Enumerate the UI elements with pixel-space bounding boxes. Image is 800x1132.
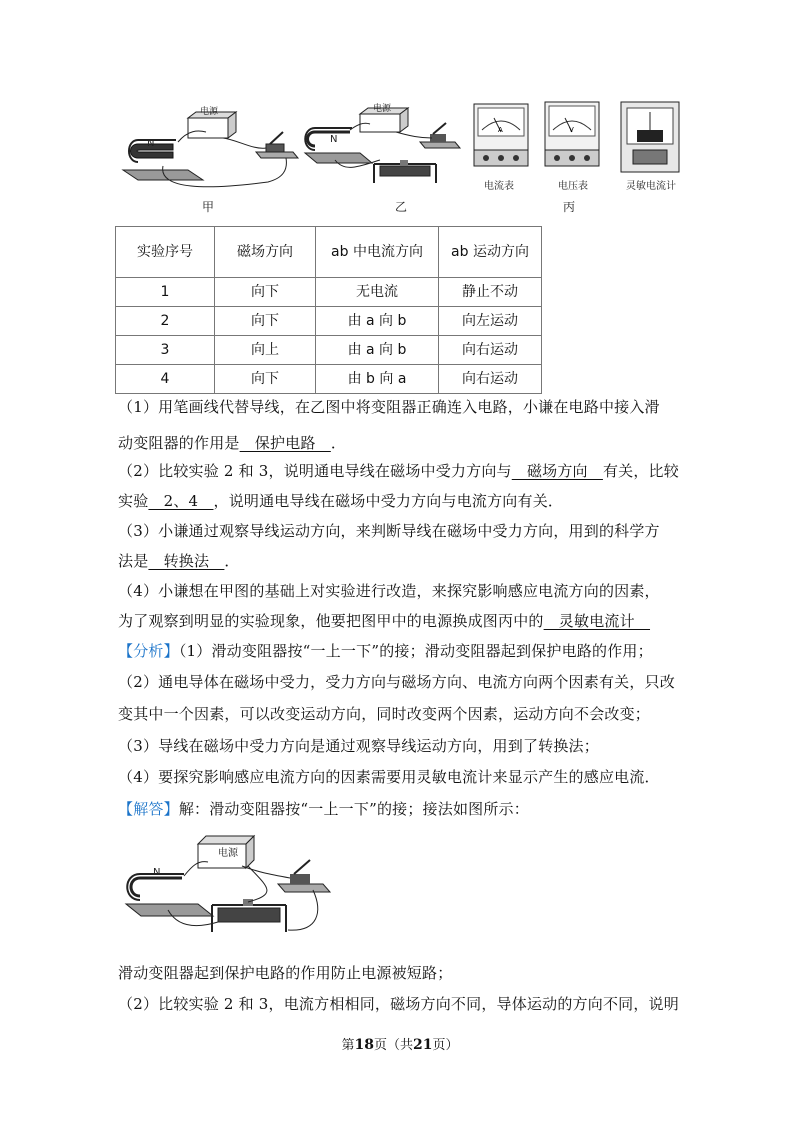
q4-line1: （4）小谦想在甲图的基础上对实验进行改造，来探究影响感应电流方向的因素， (118, 582, 660, 600)
table-cell: 向下 (215, 365, 316, 394)
table-cell: 向右运动 (439, 365, 542, 394)
figure-bing-label: 丙 (563, 200, 576, 214)
table-cell: 向左运动 (439, 307, 542, 336)
solution-line3: （2）比较实验 2 和 3，电流方相相同，磁场方向不同，导体运动的方向不同，说明 (118, 995, 679, 1013)
q2-line2: 实验 2、4 ，说明通电导线在磁场中受力方向与电流方向有关． (118, 492, 564, 510)
table-header-cell: ab 中电流方向 (316, 227, 439, 278)
table-cell: 向右运动 (439, 336, 542, 365)
page-footer: 第18页（共21页） (341, 1037, 459, 1053)
table-header-cell: ab 运动方向 (439, 227, 542, 278)
power-label-solution: 电源 (218, 848, 238, 859)
analysis-line5: （4）要探究影响感应电流方向的因素需要用灵敏电流计来显示产生的感应电流． (118, 768, 660, 786)
answer-blank: 2、4 (148, 492, 214, 510)
table-cell: 4 (116, 365, 215, 394)
q3-line2: 法是 转换法 ． (118, 552, 240, 570)
page-total: 21 (413, 1037, 433, 1053)
solution-tag: 【解答】 (118, 800, 179, 818)
galvanometer-label: 灵敏电流计 (626, 181, 676, 192)
table-cell: 2 (116, 307, 215, 336)
q1-line1: （1）用笔画线代替导线，在乙图中将变阻器正确连入电路，小谦在电路中接入滑 (118, 398, 660, 416)
q3-line1: （3）小谦通过观察导线运动方向，来判断导线在磁场中受力方向，用到的科学方 (118, 522, 660, 540)
q1-line2: 动变阻器的作用是 保护电路 ． (118, 434, 347, 452)
ammeter-label: 电流表 (484, 181, 514, 192)
power-label-jia: 电源 (200, 107, 219, 117)
answer-blank: 灵敏电流计 (543, 612, 651, 630)
n-label-yi: N (330, 134, 338, 145)
table-cell: 由 b 向 a (316, 365, 439, 394)
galvanometer-image (619, 100, 681, 174)
experiment-table (115, 226, 542, 394)
n-label-jia: N (147, 138, 155, 149)
analysis-tag: 【分析】 (118, 642, 179, 660)
svg-text:A: A (498, 126, 503, 134)
table-row (116, 278, 542, 307)
table-row (116, 365, 542, 394)
answer-blank: 转换法 (148, 552, 225, 570)
table-cell: 3 (116, 336, 215, 365)
figure-yi-label: 乙 (395, 200, 408, 214)
n-label-solution: N (153, 867, 161, 878)
table-cell: 无电流 (316, 278, 439, 307)
table-row (116, 336, 542, 365)
table-cell: 1 (116, 278, 215, 307)
voltmeter-image (543, 100, 601, 172)
analysis-line1: 【分析】（1）滑动变阻器按“一上一下”的接；滑动变阻器起到保护电路的作用； (118, 642, 653, 660)
table-header-row (116, 227, 542, 278)
solution-line1: 【解答】解：滑动变阻器按“一上一下”的接；接法如图所示： (118, 800, 529, 818)
table-cell: 向下 (215, 307, 316, 336)
figure-jia-label: 甲 (202, 200, 215, 214)
analysis-line4: （3）导线在磁场中受力方向是通过观察导线运动方向，用到了转换法； (118, 737, 599, 755)
table-cell: 静止不动 (439, 278, 542, 307)
page-number: 18 (354, 1037, 374, 1053)
table-cell: 向下 (215, 278, 316, 307)
solution-line2: 滑动变阻器起到保护电路的作用防止电源被短路； (118, 964, 453, 982)
table-cell: 向上 (215, 336, 316, 365)
ammeter-image (472, 102, 530, 172)
table-cell: 由 a 向 b (316, 336, 439, 365)
analysis-line3: 变其中一个因素，可以改变运动方向，同时改变两个因素，运动方向不会改变； (118, 705, 651, 723)
svg-text:V: V (569, 126, 574, 134)
analysis-line2: （2）通电导体在磁场中受力，受力方向与磁场方向、电流方向两个因素有关，只改 (118, 673, 675, 691)
q4-line2: 为了观察到明显的实验现象，他要把图甲中的电源换成图丙中的 灵敏电流计 (118, 612, 651, 630)
voltmeter-label: 电压表 (558, 181, 588, 192)
answer-blank: 磁场方向 (511, 462, 603, 480)
power-label-yi: 电源 (373, 104, 392, 114)
table-header-cell: 磁场方向 (215, 227, 316, 278)
table-cell: 由 a 向 b (316, 307, 439, 336)
answer-blank: 保护电路 (239, 434, 331, 452)
table-row (116, 307, 542, 336)
q2-line1: （2）比较实验 2 和 3，说明通电导线在磁场中受力方向与 磁场方向 有关，比较 (118, 462, 679, 480)
table-header-cell: 实验序号 (116, 227, 215, 278)
